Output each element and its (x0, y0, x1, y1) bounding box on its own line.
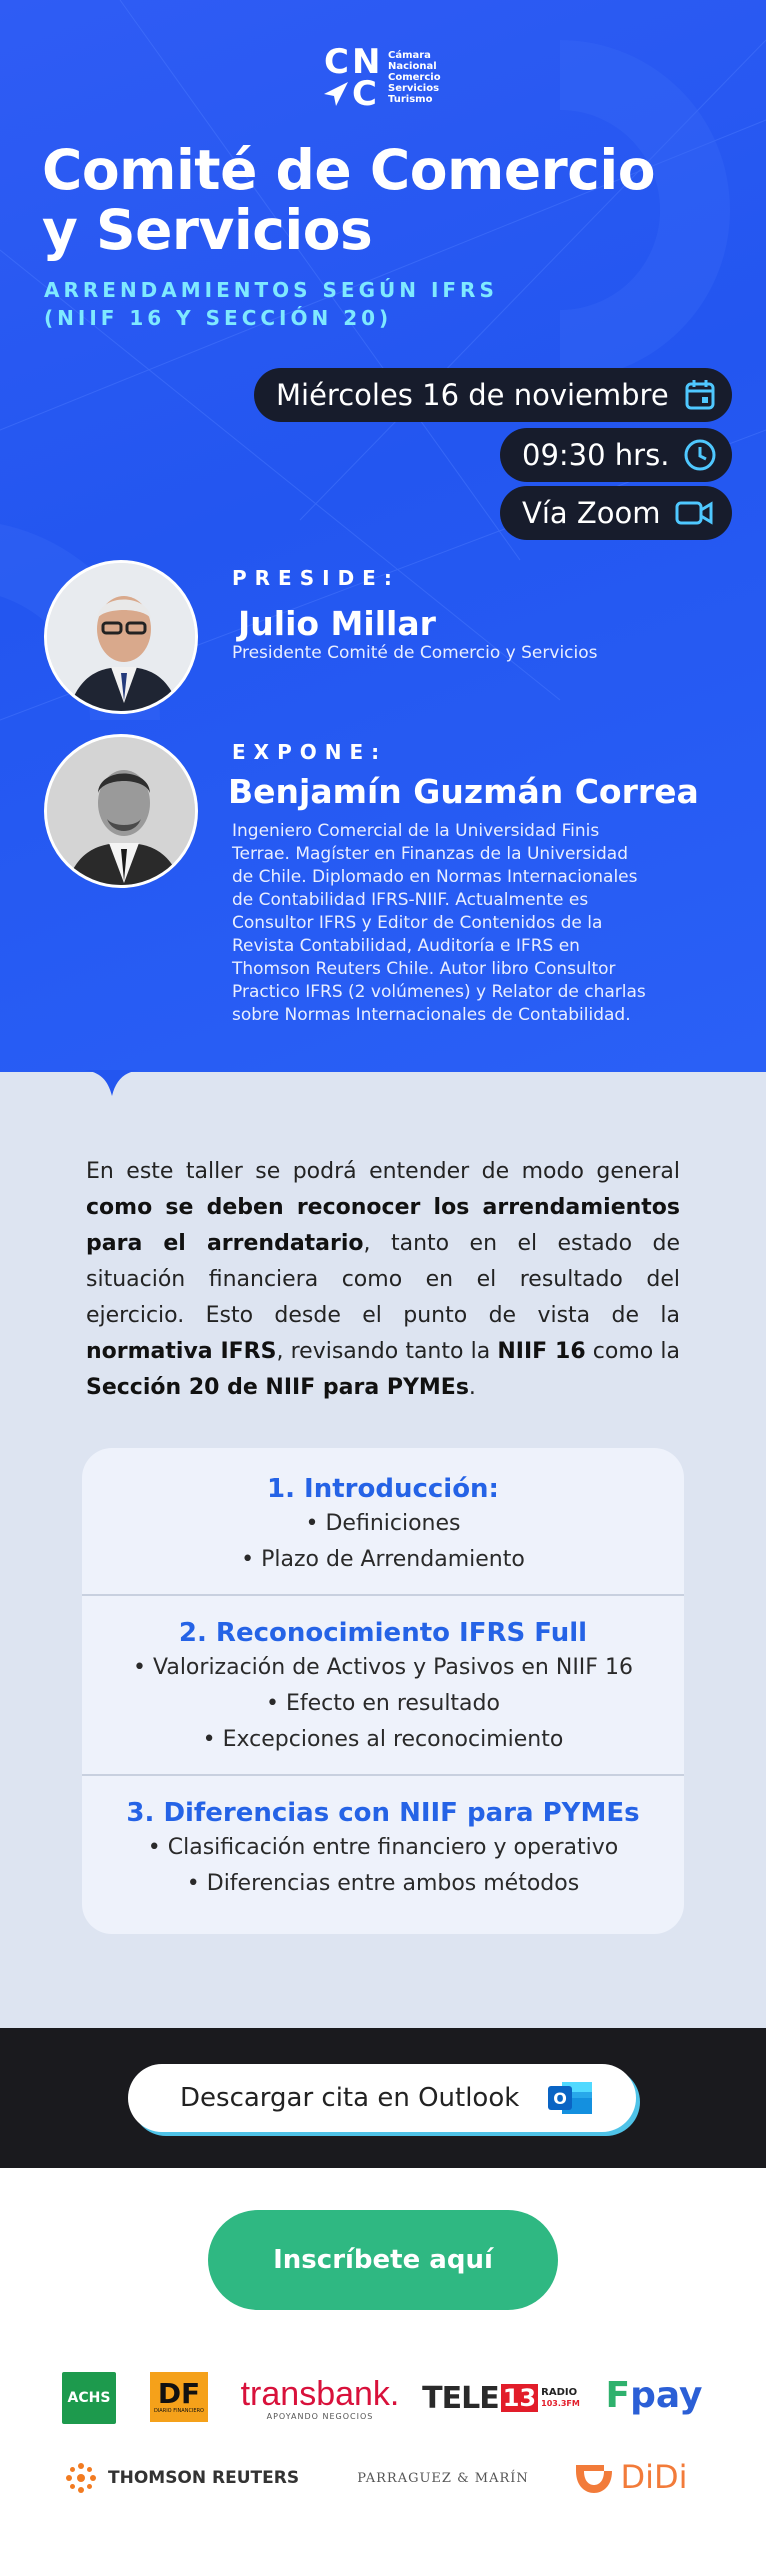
time-pill (500, 428, 732, 482)
agenda-title: 3. Diferencias con NIIF para PYMEs (126, 1798, 640, 1828)
place-pill (500, 486, 732, 540)
agenda-divider (82, 1594, 684, 1596)
agenda-title: 2. Reconocimiento IFRS Full (178, 1618, 588, 1648)
agenda-title: 1. Introducción: (267, 1474, 499, 1504)
julio-millar-avatar (44, 560, 198, 714)
logo-letter-n: N (352, 42, 381, 82)
logo-text: Cámara Nacional Comercio Servicios Turismo (388, 49, 441, 105)
cnc-logo-mark (322, 42, 382, 112)
tele13-radio-logo: TELE 13 RADIO 103.3FM (422, 2380, 580, 2416)
expone-label: EXPONE: (232, 740, 388, 764)
download-outlook-button[interactable] (128, 2064, 636, 2132)
parraguez-marin-logo: PARRAGUEZ & MARÍN (357, 2470, 529, 2486)
agenda-card (82, 1448, 684, 1934)
svg-text:O: O (553, 2089, 567, 2108)
page-subtitle: ARRENDAMIENTOS SEGÚN IFRS (NIIF 16 Y SECCIÓN 20) (44, 278, 498, 330)
agenda-item: • Definiciones (305, 1511, 461, 1536)
speaker-bio: Ingeniero Comercial de la Universidad Finis Terrae. Magíster en Finanzas de la Universidad de Chile. Diplomado en Normas Internacionales de Contabilidad IFRS-NIIF. Actualmente es Consultor IFRS y Editor de Contenidos de la Revista Contabilidad, Auditoría e IFRS en Thomson Reuters Chile. Autor libro Consultor Practico IFRS (2 volúmenes) y Relator de charlas sobre Normas Internacionales de Contabilidad. (232, 821, 646, 1025)
logo-letter-c: C (324, 42, 349, 82)
agenda-section-2 (82, 1616, 684, 1758)
agenda-section-1 (82, 1472, 684, 1578)
achs-logo: ACHS (62, 2372, 116, 2424)
preside-name: Julio Millar (238, 604, 436, 643)
date-pill (254, 368, 732, 422)
thomson-reuters-logo: THOMSON REUTERS (62, 2458, 318, 2498)
event-date: Miércoles 16 de noviembre (276, 378, 669, 412)
logo-arrow-icon (322, 80, 350, 106)
cnc-logo (322, 42, 441, 112)
video-camera-icon (675, 498, 713, 528)
agenda-section-3 (82, 1796, 684, 1902)
transbank-logo: transbank. APOYANDO NEGOCIOS (240, 2374, 400, 2421)
hero-banner (0, 0, 766, 1072)
didi-logo: DiDi (570, 2452, 690, 2502)
agenda-item: • Efecto en resultado (266, 1691, 500, 1716)
agenda-item: • Clasificación entre financiero y operativo (147, 1835, 619, 1860)
agenda-item: • Diferencias entre ambos métodos (186, 1871, 580, 1896)
agenda-divider (82, 1774, 684, 1776)
register-button[interactable] (208, 2210, 558, 2310)
thomson-reuters-icon (62, 2459, 100, 2497)
speaker-name: Benjamín Guzmán Correa (228, 772, 699, 811)
benjamin-guzman-avatar (44, 734, 198, 888)
event-time: 09:30 hrs. (522, 438, 670, 472)
calendar-icon (683, 378, 717, 412)
preside-label: PRESIDE: (232, 566, 400, 590)
df-logo: DF DIARIO FINANCIERO (150, 2372, 208, 2422)
agenda-item: • Plazo de Arrendamiento (241, 1547, 525, 1572)
page-title: Comité de Comercio y Servicios (42, 138, 655, 262)
intro-paragraph: En este taller se podrá entender de modo general como se deben reconocer los arrendamientos para el arrendatario, tanto en el estado de situación financiera como en el resultado del ejercicio. Esto desde el punto de vista de la normativa IFRS, revisando tanto la NIIF 16 como la Sección 20 de NIIF para PYMEs. (86, 1159, 680, 1400)
preside-description: Presidente Comité de Comercio y Servicios (232, 643, 598, 663)
didi-icon (572, 2457, 616, 2497)
event-place: Vía Zoom (522, 496, 661, 530)
clock-icon (683, 438, 717, 472)
agenda-item: • Valorización de Activos y Pasivos en NIIF 16 (133, 1655, 633, 1680)
outlook-button-label: Descargar cita en Outlook (180, 2083, 520, 2113)
register-button-label: Inscríbete aquí (273, 2245, 493, 2275)
outlook-icon (546, 2078, 594, 2125)
section-notch (84, 1070, 140, 1098)
fpay-logo: F pay (605, 2374, 703, 2416)
logo-letter-c2: C (352, 74, 377, 114)
agenda-item: • Excepciones al reconocimiento (202, 1727, 564, 1752)
